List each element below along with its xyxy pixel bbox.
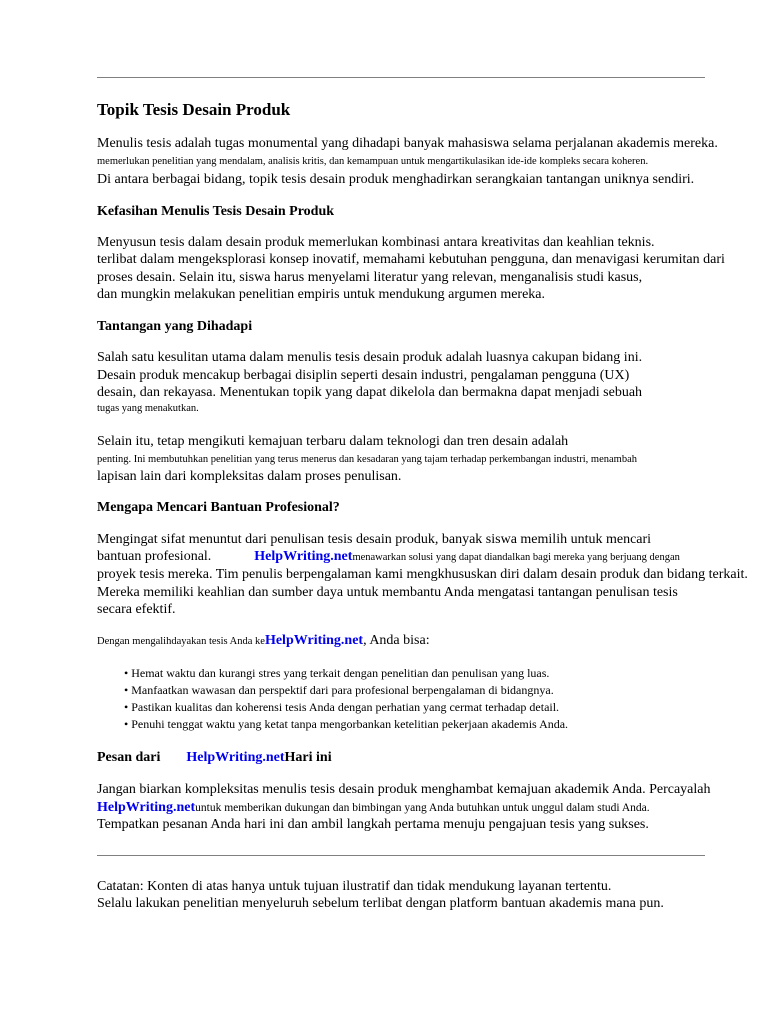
order-heading-start: Pesan dari	[97, 750, 161, 765]
helpwriting-link[interactable]: HelpWriting.net	[264, 633, 364, 648]
section-heading-fluency: Kefasihan Menulis Tesis Desain Produk	[97, 204, 335, 219]
benefit-list-item: • Manfaatkan wawasan dan perspektif dari para profesional berpengalaman di bidangnya.	[124, 683, 554, 697]
s1-line-1: Menyusun tesis dalam desain produk memerlukan kombinasi antara kreativitas dan keahlian teknis.	[97, 235, 655, 250]
s3-line-2-start: bantuan profesional.	[97, 549, 212, 564]
s3-line-6	[97, 632, 430, 650]
s3-line-5: secara efektif.	[97, 602, 176, 617]
intro-line-3: Di antara berbagai bidang, topik tesis desain produk menghadirkan serangkaian tantangan uniknya sendiri.	[97, 172, 695, 187]
s3-line-3: proyek tesis mereka. Tim penulis berpengalaman kami mengkhususkan diri dalam desain produk dan bidang terkait.	[97, 567, 748, 582]
benefit-list-item: • Pastikan kualitas dan koherensi tesis Anda dengan perhatian yang cermat terhadap detail.	[124, 700, 560, 714]
section-heading-challenges: Tantangan yang Dihadapi	[97, 319, 253, 334]
s2-line-2: Desain produk mencakup berbagai disiplin seperti desain industri, pengalaman pengguna (UX)	[97, 368, 630, 383]
helpwriting-link[interactable]: HelpWriting.net	[186, 750, 285, 765]
note-line-2: Selalu lakukan penelitian menyeluruh sebelum terlibat dengan platform bantuan akademis mana pun.	[97, 896, 664, 911]
s2-line-7: lapisan lain dari kompleksitas dalam proses penulisan.	[97, 469, 402, 484]
helpwriting-link[interactable]: HelpWriting.net	[254, 549, 353, 564]
s1-line-2: terlibat dalam mengeksplorasi konsep inovatif, memahami kebutuhan pengguna, dan menavigasi kerumitan dari	[97, 252, 725, 267]
note-line-1: Catatan: Konten di atas hanya untuk tujuan ilustratif dan tidak mendukung layanan tertentu.	[97, 879, 612, 894]
section-heading-order	[97, 749, 332, 766]
helpwriting-link[interactable]: HelpWriting.net	[97, 800, 196, 815]
s3-you-can: , Anda bisa:	[363, 633, 430, 648]
intro-line-2: memerlukan penelitian yang mendalam, analisis kritis, dan kemampuan untuk mengartikulasikan ide-ide kompleks secara koheren.	[97, 156, 649, 167]
s3-line-1: Mengingat sifat menuntut dari penulisan tesis desain produk, banyak siswa memilih untuk mencari	[97, 532, 652, 547]
s3-outsourcing-text: Dengan mengalihdayakan tesis Anda ke	[97, 636, 265, 647]
s4-line-2-end: untuk memberikan dukungan dan bimbingan yang Anda butuhkan untuk unggul dalam studi Anda.	[195, 802, 650, 814]
order-heading-end: Hari ini	[284, 750, 332, 765]
s2-line-4: tugas yang menakutkan.	[97, 403, 199, 414]
s3-line-2	[97, 548, 680, 566]
bottom-divider	[97, 855, 705, 856]
s2-line-1: Salah satu kesulitan utama dalam menulis tesis desain produk adalah luasnya cakupan bidang ini.	[97, 350, 643, 365]
s4-line-1: Jangan biarkan kompleksitas menulis tesis desain produk menghambat kemajuan akademik Anda. Percayalah	[97, 782, 711, 797]
s4-line-3: Tempatkan pesanan Anda hari ini dan ambil langkah pertama menuju pengajuan tesis yang sukses.	[97, 817, 649, 832]
s1-line-4: dan mungkin melakukan penelitian empiris untuk mendukung argumen mereka.	[97, 287, 546, 302]
s3-line-4: Mereka memiliki keahlian dan sumber daya untuk membantu Anda mengatasi tantangan penulisan tesis	[97, 585, 678, 600]
s2-line-3: desain, dan rekayasa. Menentukan topik yang dapat dikelola dan bermakna dapat menjadi sebuah	[97, 385, 643, 400]
benefit-list-item: • Penuhi tenggat waktu yang ketat tanpa mengorbankan ketelitian pekerjaan akademis Anda.	[124, 717, 569, 731]
s4-line-2	[97, 799, 650, 817]
s1-line-3: proses desain. Selain itu, siswa harus menyelami literatur yang relevan, menganalisis studi kasus,	[97, 270, 643, 285]
top-divider	[97, 77, 705, 78]
s2-line-6: penting. Ini membutuhkan penelitian yang terus menerus dan kesadaran yang tajam terhadap perkembangan industri, menambah	[97, 454, 637, 465]
s3-line-2-end: menawarkan solusi yang dapat diandalkan bagi mereka yang berjuang dengan	[352, 552, 680, 563]
section-heading-why-help: Mengapa Mencari Bantuan Profesional?	[97, 500, 340, 515]
benefit-list-item: • Hemat waktu dan kurangi stres yang terkait dengan penelitian dan penulisan yang luas.	[124, 666, 550, 680]
s2-line-5: Selain itu, tetap mengikuti kemajuan terbaru dalam teknologi dan tren desain adalah	[97, 434, 569, 449]
page-title: Topik Tesis Desain Produk	[97, 100, 291, 119]
intro-line-1: Menulis tesis adalah tugas monumental yang dihadapi banyak mahasiswa selama perjalanan akademis mereka.	[97, 136, 718, 151]
